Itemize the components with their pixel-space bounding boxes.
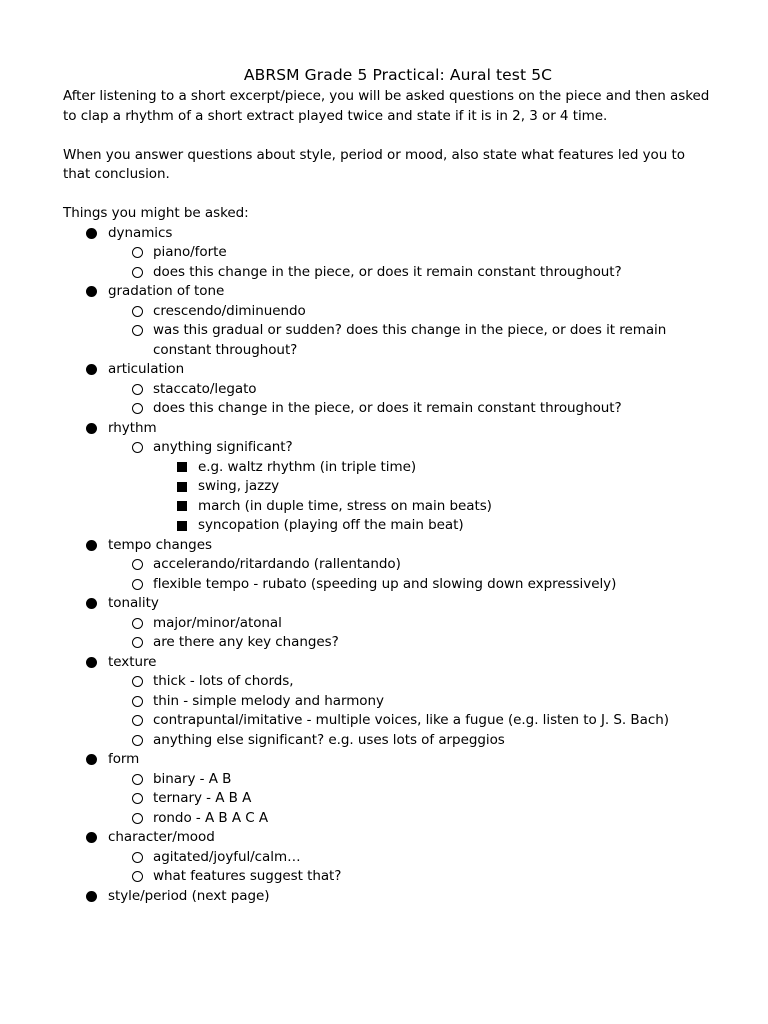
- list-item-label: does this change in the piece, or does it remain constant throughout?: [153, 400, 622, 416]
- list-item-label: thick - lots of chords,: [153, 673, 294, 689]
- document-title: ABRSM Grade 5 Practical: Aural test 5C: [243, 66, 553, 84]
- list-item-level-1: [63, 282, 713, 360]
- list-item-level-1: [63, 887, 713, 907]
- list-item-label: anything significant?: [153, 439, 293, 455]
- hollow-circle-bullet-icon: [132, 321, 146, 341]
- list-item-label: contrapuntal/imitative - multiple voices, like a fugue (e.g. listen to J. S. Bach): [153, 712, 669, 728]
- list-item-label: swing, jazzy: [198, 478, 280, 494]
- filled-circle-bullet-icon: [86, 887, 100, 907]
- list-item-level-2: [108, 263, 713, 283]
- sub-list: [63, 302, 713, 361]
- list-item-level-1: [63, 224, 713, 283]
- list-item-label: what features suggest that?: [153, 868, 342, 884]
- list-item-label: tonality: [108, 595, 159, 611]
- sub-list: [63, 243, 713, 282]
- hollow-circle-bullet-icon: [132, 809, 146, 829]
- list-item-level-2: [108, 672, 713, 692]
- hollow-circle-bullet-icon: [132, 692, 146, 712]
- list-item-label: rhythm: [108, 419, 157, 436]
- list-item-label: accelerando/ritardando (rallentando): [153, 556, 401, 572]
- list-item-level-2: [108, 555, 713, 575]
- list-item-level-3: [153, 516, 713, 536]
- list-item-level-2: [108, 302, 713, 322]
- sub-list: [63, 438, 713, 536]
- hollow-circle-bullet-icon: [132, 672, 146, 692]
- list-item-label: tempo changes: [108, 536, 212, 553]
- filled-square-bullet-icon: [177, 497, 191, 517]
- list-item-label: rondo - A B A C A: [153, 809, 269, 826]
- filled-circle-bullet-icon: [86, 653, 100, 673]
- list-item-level-1: [63, 594, 713, 653]
- list-item-label: dynamics: [108, 224, 173, 241]
- list-heading: Things you might be asked:: [63, 205, 249, 221]
- hollow-circle-bullet-icon: [132, 243, 146, 263]
- list-item-level-2: [108, 575, 713, 595]
- filled-circle-bullet-icon: [86, 224, 100, 244]
- list-item-level-3: [153, 497, 713, 517]
- filled-circle-bullet-icon: [86, 536, 100, 556]
- list-item-label: piano/forte: [153, 244, 227, 260]
- list-item-level-2: [108, 399, 713, 419]
- list-item-label: syncopation (playing off the main beat): [198, 517, 464, 533]
- list-item-level-2: [108, 614, 713, 634]
- list-item-level-2: [108, 770, 713, 790]
- document-page: [63, 64, 713, 906]
- list-item-level-2: [108, 321, 713, 360]
- list-item-label: was this gradual or sudden? does this change in the piece, or does it remain constant throughout?: [153, 322, 667, 358]
- filled-circle-bullet-icon: [86, 419, 100, 439]
- sub-list: [63, 555, 713, 594]
- hollow-circle-bullet-icon: [132, 302, 146, 322]
- question-list: [63, 224, 713, 907]
- filled-circle-bullet-icon: [86, 594, 100, 614]
- list-item-label: are there any key changes?: [153, 634, 339, 650]
- list-item-label: gradation of tone: [108, 283, 225, 299]
- hollow-circle-bullet-icon: [132, 770, 146, 790]
- list-item-label: ternary - A B A: [153, 790, 252, 806]
- list-item-level-1: [63, 750, 713, 828]
- sub-list: [63, 614, 713, 653]
- hollow-circle-bullet-icon: [132, 711, 146, 731]
- hollow-circle-bullet-icon: [132, 263, 146, 283]
- list-item-label: flexible tempo - rubato (speeding up and slowing down expressively): [153, 575, 617, 592]
- sub-list: [63, 380, 713, 419]
- list-item-level-2: [108, 692, 713, 712]
- list-item-level-2: [108, 789, 713, 809]
- sub-list: [153, 458, 713, 536]
- list-item-level-2: [108, 731, 713, 751]
- list-item-label: anything else significant? e.g. uses lots of arpeggios: [153, 731, 505, 748]
- filled-square-bullet-icon: [177, 458, 191, 478]
- list-item-label: major/minor/atonal: [153, 614, 282, 631]
- list-item-label: thin - simple melody and harmony: [153, 692, 384, 709]
- list-item-label: binary - A B: [153, 770, 232, 787]
- hollow-circle-bullet-icon: [132, 789, 146, 809]
- list-item-level-2: [108, 867, 713, 887]
- hollow-circle-bullet-icon: [132, 380, 146, 400]
- list-item-label: does this change in the piece, or does it remain constant throughout?: [153, 263, 622, 280]
- list-item-label: texture: [108, 653, 157, 670]
- list-item-label: character/mood: [108, 829, 215, 845]
- list-item-level-1: [63, 360, 713, 419]
- list-item-level-2: [108, 809, 713, 829]
- list-item-level-2: [108, 711, 713, 731]
- list-item-level-2: [108, 633, 713, 653]
- sub-list: [63, 848, 713, 887]
- hollow-circle-bullet-icon: [132, 555, 146, 575]
- list-item-label: e.g. waltz rhythm (in triple time): [198, 458, 417, 475]
- hollow-circle-bullet-icon: [132, 867, 146, 887]
- list-item-label: form: [108, 751, 140, 767]
- advice-paragraph: When you answer questions about style, period or mood, also state what features led you to that conclusion.: [63, 146, 685, 182]
- sub-list: [63, 672, 713, 750]
- sub-list: [63, 770, 713, 829]
- list-item-label: agitated/joyful/calm…: [153, 848, 301, 865]
- list-item-level-2: [108, 438, 713, 536]
- list-item-level-3: [153, 458, 713, 478]
- list-item-level-1: [63, 419, 713, 536]
- list-item-label: crescendo/diminuendo: [153, 302, 306, 319]
- list-item-label: articulation: [108, 361, 185, 377]
- list-item-level-3: [153, 477, 713, 497]
- list-item-level-2: [108, 380, 713, 400]
- hollow-circle-bullet-icon: [132, 731, 146, 751]
- filled-square-bullet-icon: [177, 516, 191, 536]
- intro-paragraph: After listening to a short excerpt/piece, you will be asked questions on the piece and then asked to clap a rhythm of a short extract played twice and state if it is in 2, 3 or 4 time.: [63, 88, 710, 124]
- list-item-level-1: [63, 536, 713, 595]
- filled-square-bullet-icon: [177, 477, 191, 497]
- hollow-circle-bullet-icon: [132, 575, 146, 595]
- filled-circle-bullet-icon: [86, 750, 100, 770]
- list-item-level-1: [63, 828, 713, 887]
- list-item-level-1: [63, 653, 713, 751]
- list-item-label: staccato/legato: [153, 380, 257, 397]
- list-item-label: style/period (next page): [108, 887, 270, 904]
- filled-circle-bullet-icon: [86, 282, 100, 302]
- list-item-label: march (in duple time, stress on main beats): [198, 497, 492, 514]
- hollow-circle-bullet-icon: [132, 614, 146, 634]
- hollow-circle-bullet-icon: [132, 848, 146, 868]
- hollow-circle-bullet-icon: [132, 633, 146, 653]
- filled-circle-bullet-icon: [86, 828, 100, 848]
- list-item-level-2: [108, 848, 713, 868]
- hollow-circle-bullet-icon: [132, 399, 146, 419]
- list-item-level-2: [108, 243, 713, 263]
- hollow-circle-bullet-icon: [132, 438, 146, 458]
- filled-circle-bullet-icon: [86, 360, 100, 380]
